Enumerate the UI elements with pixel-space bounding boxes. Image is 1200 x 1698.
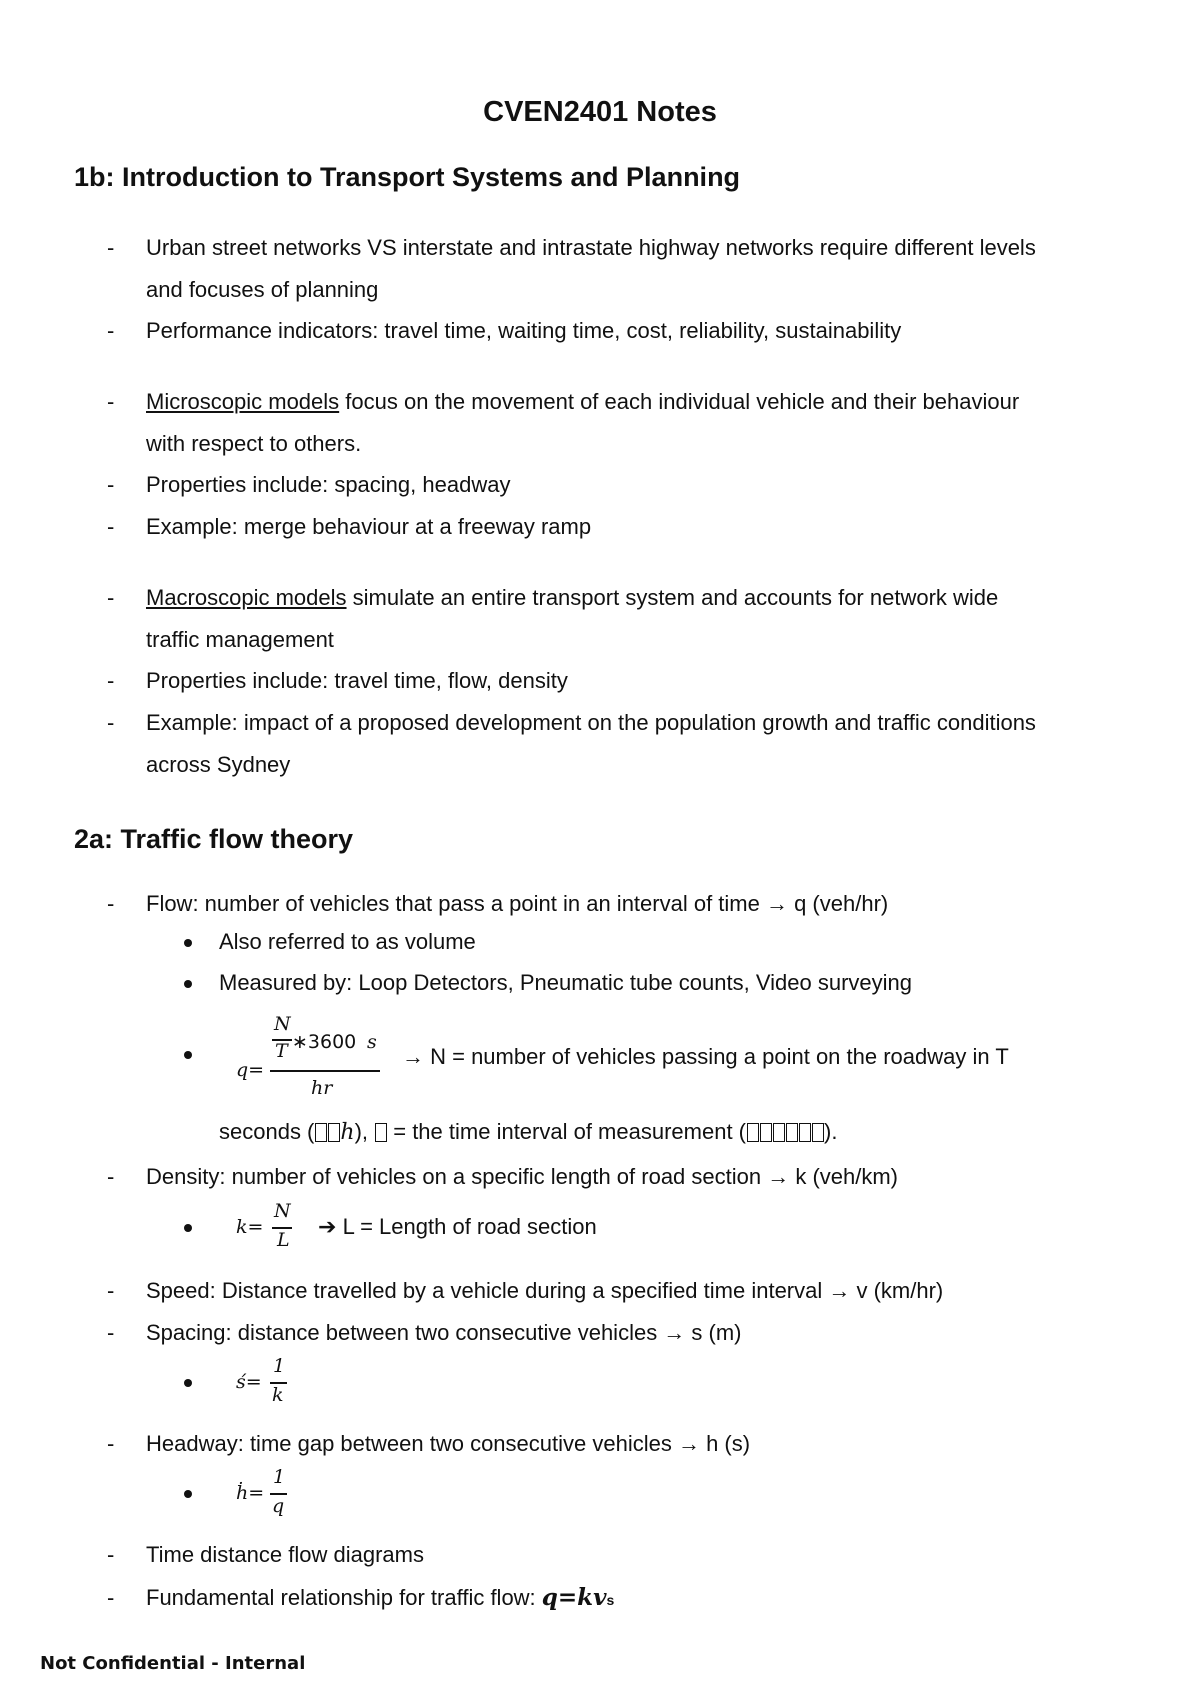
list-item: Example: impact of a proposed development on the population growth and traffic conditions across Sydney [146,710,1036,777]
dash-marker: - [107,235,115,260]
sub-item: Also referred to as volume [219,929,476,954]
list-item: Properties include: travel time, flow, density [146,668,568,693]
dash-marker: - [107,668,115,693]
bullet-dot [184,1490,192,1498]
missing-glyph-icon [328,1123,340,1142]
dash-marker: - [107,514,115,539]
dash-marker: - [107,1278,115,1303]
list-item: Density: number of vehicles on a specific length of road section → k (veh/km) [146,1164,899,1189]
dash-marker: - [107,1320,115,1345]
density-note: ➔ L = Length of road section [318,1214,597,1239]
dash-marker: - [107,1585,115,1610]
dash-marker: - [107,891,115,916]
list-item: Microscopic models focus on the movement of each individual vehicle and their behaviour with respect to others. [146,389,1020,456]
list-item: Flow: number of vehicles that pass a point in an interval of time → q (veh/hr) [146,891,889,916]
dash-marker: - [107,318,115,343]
dash-marker: - [107,1164,115,1189]
dash-marker: - [107,1431,115,1456]
dash-marker: - [107,710,115,735]
missing-glyph-icon [812,1123,824,1142]
missing-glyph-icon [799,1123,811,1142]
dash-marker: - [107,1542,115,1567]
list-item: Time distance flow diagrams [146,1542,424,1567]
list-item: Speed: Distance travelled by a vehicle during a specified time interval → v (km/hr) [146,1278,944,1303]
term-macroscopic: Macroscopic models [146,585,347,610]
missing-glyph-icon [375,1123,387,1142]
page-title: CVEN2401 Notes [483,96,717,128]
dash-marker: - [107,472,115,497]
list-item: Fundamental relationship for traffic flow: q=kvs [146,1584,615,1611]
bullet-dot [184,1379,192,1387]
missing-glyph-icon [773,1123,785,1142]
flow-equation-note: → N = number of vehicles passing a point on the roadway in T [402,1044,1009,1069]
list-item: Spacing: distance between two consecutive vehicles → s (m) [146,1320,742,1345]
list-item: Properties include: spacing, headway [146,472,511,497]
arrow-right-icon: ➔ [318,1214,337,1239]
bullet-dot [184,980,192,988]
bullet-dot [184,939,192,947]
document-page: CVEN2401 Notes 1b: Introduction to Transport Systems and Planning - Urban street networks VS interstate and intrastate highway networks require different levels and focuses of planning - Performance indicators: travel time, waiting time, cost, reliability, sustainability - Microscopic models focus on the movement of each individual vehicle and their behaviour with respect to others. - Properties include: spacing, headway - Example: merge behaviour at a freeway ramp - Macroscopic models simulate an entire transport system and accounts for network wide traffic management - Properties include: travel time, flow, density - Example: impact of a proposed development on the population growth and traffic conditions across Sydney 2a: Traffic flow theory - Flow: number of vehicles that pass a point in an interval of time → q (veh/hr) Also referred to as volume Measured by: Loop Detectors, Pneumatic tube counts, Video surveying q= N T ∗3600 s hr → N = number of vehicles passing a point on the roadway in T seconds ( h), = the time interval of measurement ( ). - Density: number of vehicles on a specific length of road section → k (veh/km) k= N L ➔ L = Length of road section - Speed: Distance travelled by a vehicle during a specified time interval → v (km/hr) - Spacing: distance between two consecutive vehicles → s (m) ś= 1 k - Headway: time gap between two consecutive vehicles → h (s) ḣ= 1 q - Time distance flow diagrams - Fundamental relationship for traffic flow: q=kvs Not Confidential - Internal [0,0,1200,1698]
missing-glyph-icon [747,1123,759,1142]
section-heading-2a: 2a: Traffic flow theory [74,824,354,854]
dash-marker: - [107,585,115,610]
dash-marker: - [107,389,115,414]
bullet-dot [184,1224,192,1232]
list-item: Example: merge behaviour at a freeway ramp [146,514,592,539]
list-item: Performance indicators: travel time, waiting time, cost, reliability, sustainability [146,318,902,343]
fundamental-equation: q=kv [541,1584,607,1611]
list-item: Headway: time gap between two consecutive vehicles → h (s) [146,1431,751,1456]
list-item: Macroscopic models simulate an entire transport system and accounts for network wide traffic management [146,585,999,652]
bullet-dot [184,1051,192,1059]
footer-classification: Not Confidential - Internal [40,1653,306,1674]
section-heading-1b: 1b: Introduction to Transport Systems and Planning [74,162,741,192]
flow-equation-note-line2: seconds ( h), = the time interval of measurement ( ). [219,1119,838,1145]
missing-glyph-icon [760,1123,772,1142]
term-microscopic: Microscopic models [146,389,340,414]
list-item: Urban street networks VS interstate and intrastate highway networks require different levels and focuses of planning [146,235,1036,302]
missing-glyph-icon [315,1123,327,1142]
sub-item: Measured by: Loop Detectors, Pneumatic tube counts, Video surveying [219,970,912,995]
missing-glyph-icon [786,1123,798,1142]
